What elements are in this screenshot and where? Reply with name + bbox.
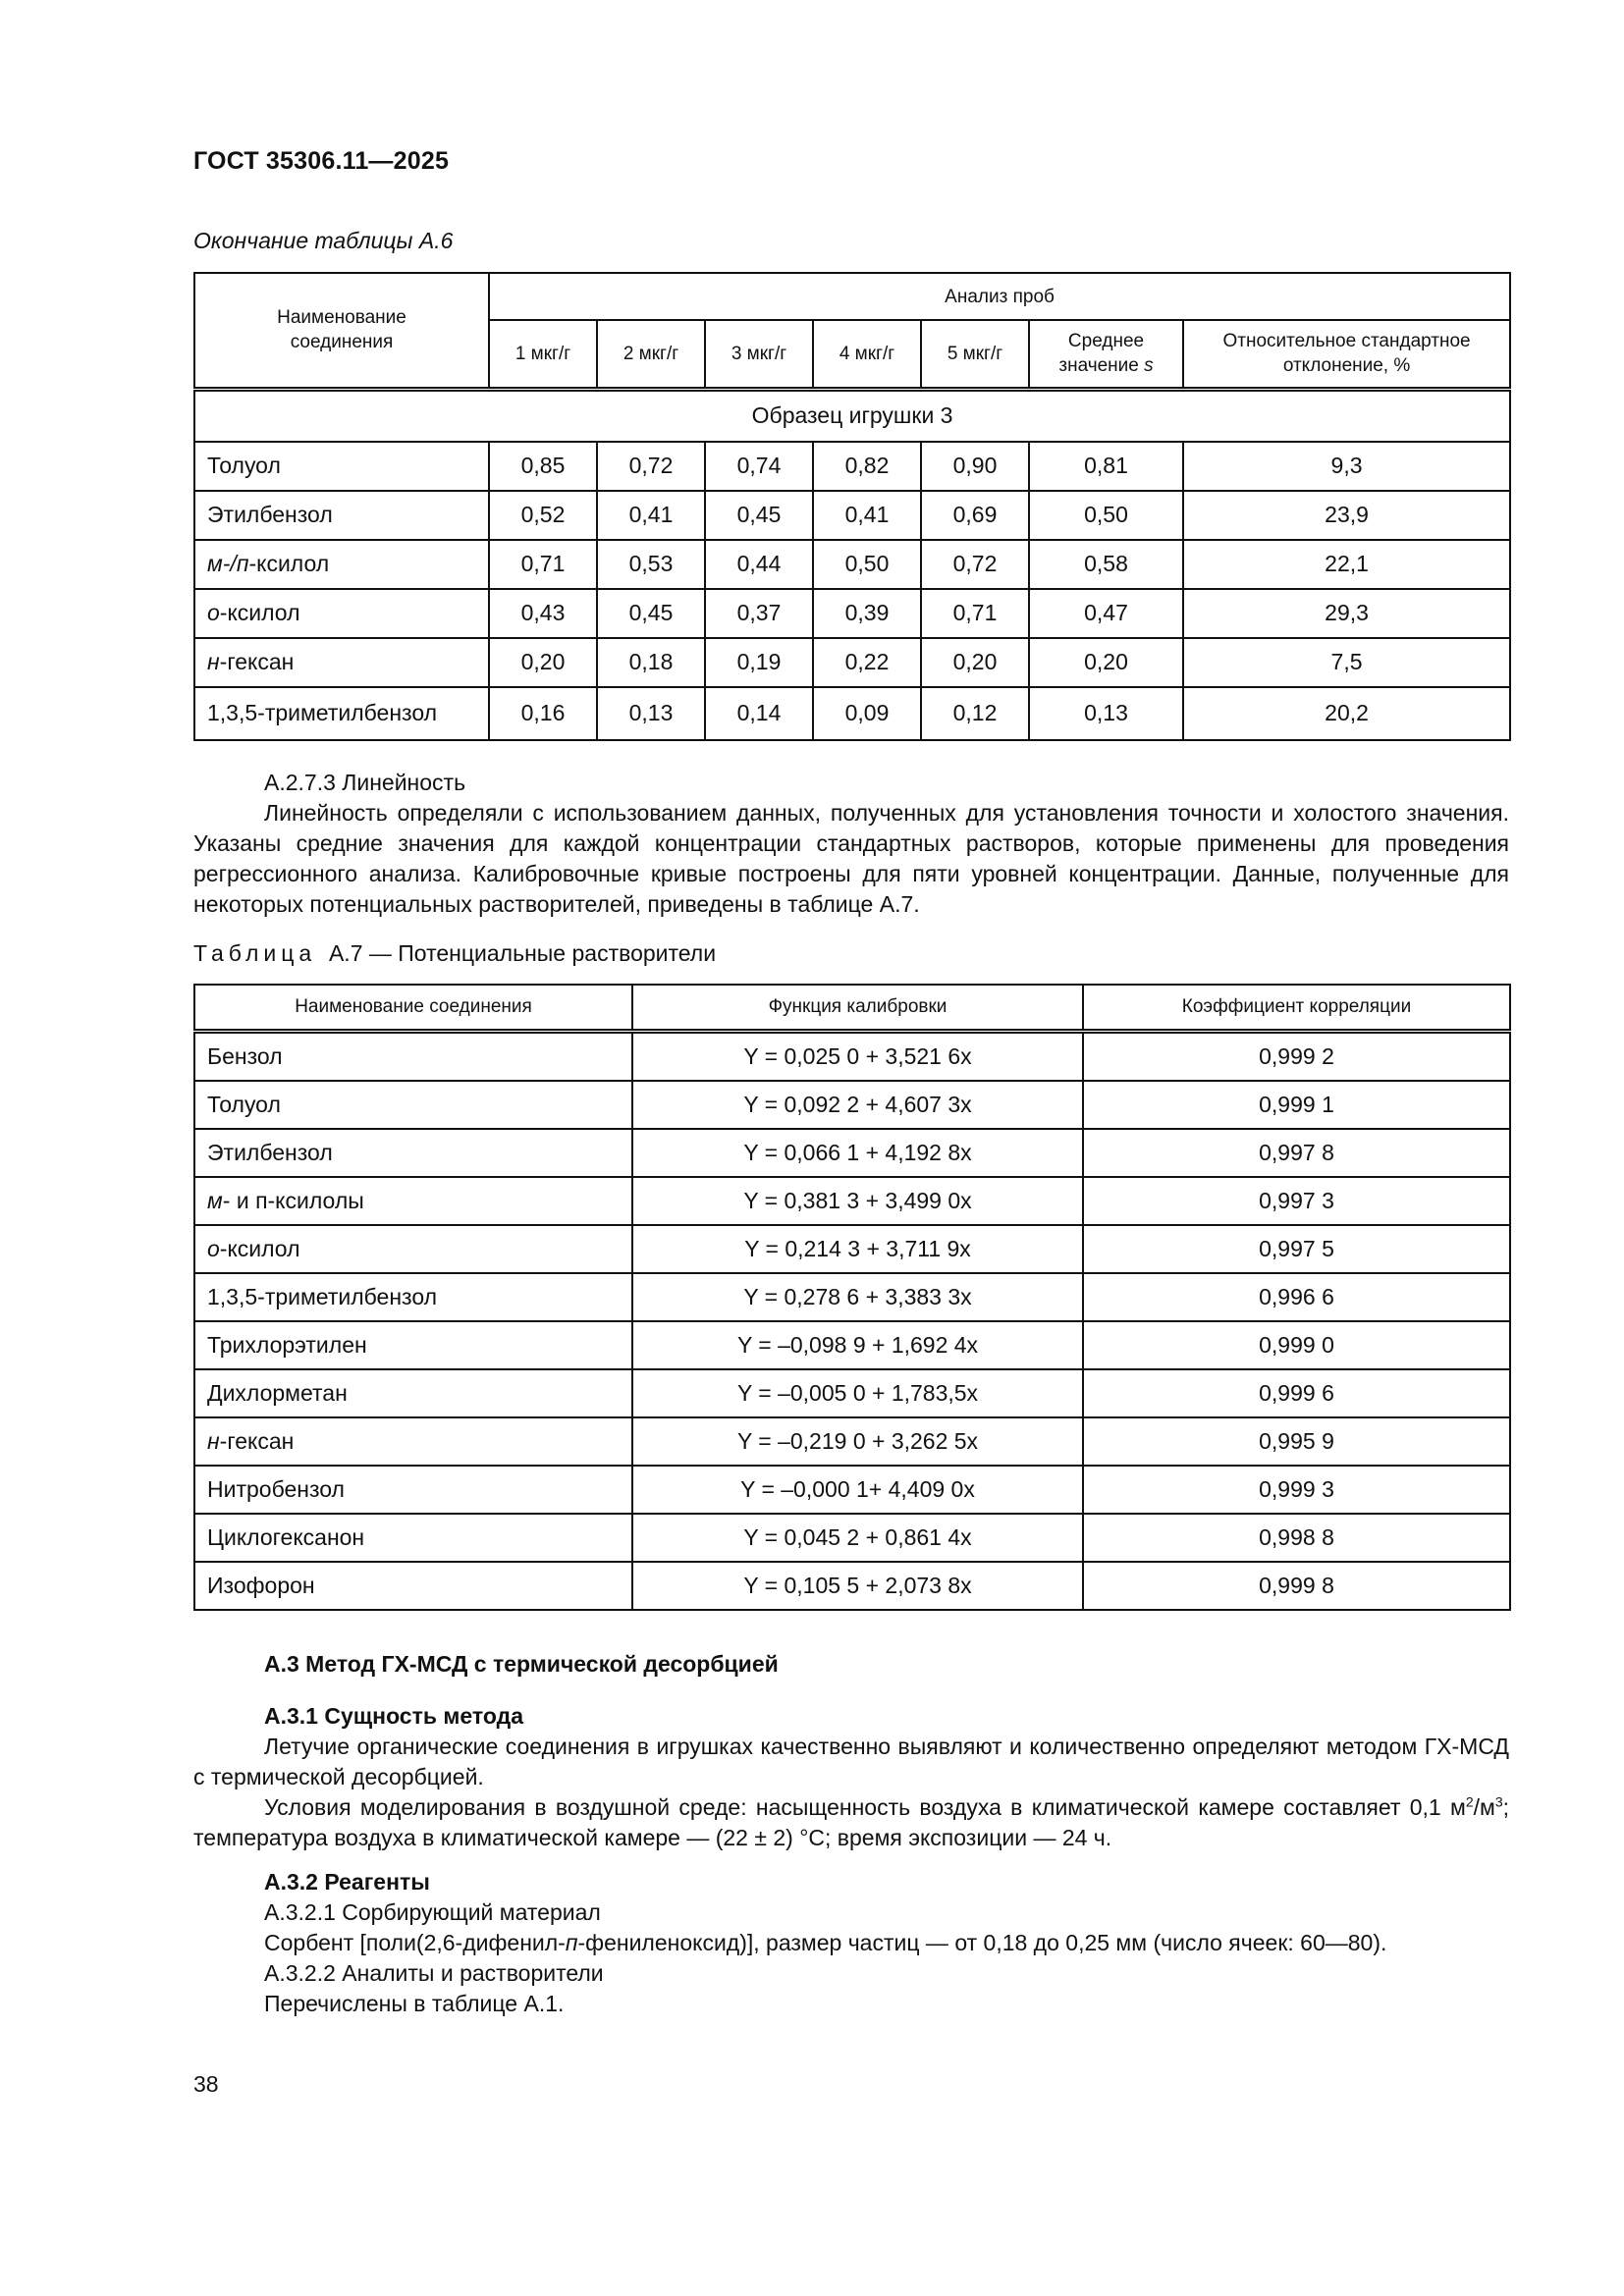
table-a7 — [193, 984, 1511, 1611]
section-heading: А.3 Метод ГХ-МСД с термической десорбцией — [264, 1651, 779, 1677]
sample-label: Образец игрушки 3 — [194, 389, 1510, 442]
table-continuation-caption: Окончание таблицы А.6 — [193, 228, 454, 253]
paragraph: Сорбент [поли(2,6-дифенил-п-фениленоксид)], размер частиц — от 0,18 до 0,25 мм (число ячеек: 60—80). — [264, 1930, 1387, 1955]
table-row: Этилбензол 0,52 0,41 0,45 0,41 0,69 0,50 23,9 — [194, 491, 1510, 540]
table-a6 — [193, 272, 1511, 741]
col-header: Функция калибровки — [632, 985, 1083, 1032]
table-row: о-ксилол 0,43 0,45 0,37 0,39 0,71 0,47 29,3 — [194, 589, 1510, 638]
item-heading: А.3.2.1 Сорбирующий материал — [264, 1899, 601, 1925]
table-row: Этилбензол Y = 0,066 1 + 4,192 8x 0,997 8 — [194, 1129, 1510, 1177]
table-a7-caption: Таблица А.7 — Потенциальные растворители — [193, 940, 717, 966]
table-row: Циклогексанон Y = 0,045 2 + 0,861 4x 0,998 8 — [194, 1514, 1510, 1562]
item-heading: А.3.2.2 Аналиты и растворители — [264, 1960, 604, 1986]
document-code: ГОСТ 35306.11—2025 — [193, 147, 450, 175]
col-header: 4 мкг/г — [813, 320, 921, 389]
table-row: Бензол Y = 0,025 0 + 3,521 6x 0,999 2 — [194, 1032, 1510, 1082]
col-header-rsd: Относительное стандартное отклонение, % — [1183, 320, 1510, 389]
col-header: Коэффициент корреляции — [1083, 985, 1510, 1032]
table-row: м-/п-ксилол 0,71 0,53 0,44 0,50 0,72 0,58 22,1 — [194, 540, 1510, 589]
paragraph: Линейность определяли с использованием данных, полученных для установления точности и холостого значения. Указаны средние значения для каждой концентрации стандартных растворов, которые применены для проведения регрессионного анализа. Калибровочные кривые построены для пяти уровней концентрации. Данные, полученные для некоторых потенциальных растворителей, приведены в таблице А.7. — [193, 800, 1509, 917]
paragraph: Перечислены в таблице А.1. — [264, 1991, 565, 2016]
subsection-heading: А.3.2 Реагенты — [264, 1869, 430, 1895]
col-header-name: Наименование соединения — [194, 273, 489, 389]
table-row: Изофорон Y = 0,105 5 + 2,073 8x 0,999 8 — [194, 1562, 1510, 1610]
paragraph: Условия моделирования в воздушной среде: насыщенность воздуха в климатической камере составляет 0,1 $м^2/м^3$; температура воздуха в климатической камере — (22 ± 2) °С; время экспозиции — 24 ч. — [193, 1793, 1509, 1850]
section-heading: А.2.7.3 Линейность — [264, 770, 466, 795]
table-row: н-гексан Y = –0,219 0 + 3,262 5x 0,995 9 — [194, 1417, 1510, 1466]
paragraph: Летучие органические соединения в игрушках качественно выявляют и количественно определяют методом ГХ-МСД с термической десорбцией. — [193, 1734, 1509, 1789]
col-header: 2 мкг/г — [597, 320, 705, 389]
col-header: 1 мкг/г — [489, 320, 597, 389]
col-header: 3 мкг/г — [705, 320, 813, 389]
section-a273 — [193, 768, 1509, 920]
col-header: 5 мкг/г — [921, 320, 1029, 389]
section-a3 — [193, 1649, 1509, 2019]
subsection-heading: А.3.1 Сущность метода — [264, 1703, 523, 1729]
col-header: Наименование соединения — [194, 985, 632, 1032]
page-number: 38 — [193, 2071, 219, 2097]
table-row: Нитробензол Y = –0,000 1+ 4,409 0x 0,999 3 — [194, 1466, 1510, 1514]
table-row: Дихлорметан Y = –0,005 0 + 1,783,5x 0,999 6 — [194, 1369, 1510, 1417]
col-header-mean: Среднее значение s — [1029, 320, 1183, 389]
table-row: о-ксилол Y = 0,214 3 + 3,711 9x 0,997 5 — [194, 1225, 1510, 1273]
table-row: Толуол Y = 0,092 2 + 4,607 3x 0,999 1 — [194, 1081, 1510, 1129]
table-row: н-гексан 0,20 0,18 0,19 0,22 0,20 0,20 7,5 — [194, 638, 1510, 687]
table-row: Толуол 0,85 0,72 0,74 0,82 0,90 0,81 9,3 — [194, 442, 1510, 491]
table-row: м- и п-ксилолы Y = 0,381 3 + 3,499 0x 0,997 3 — [194, 1177, 1510, 1225]
table-row: 1,3,5-триметилбензол 0,16 0,13 0,14 0,09 0,12 0,13 20,2 — [194, 687, 1510, 740]
table-row: 1,3,5-триметилбензол Y = 0,278 6 + 3,383 3x 0,996 6 — [194, 1273, 1510, 1321]
table-row: Трихлорэтилен Y = –0,098 9 + 1,692 4x 0,999 0 — [194, 1321, 1510, 1369]
group-header-analysis: Анализ проб — [489, 273, 1510, 320]
